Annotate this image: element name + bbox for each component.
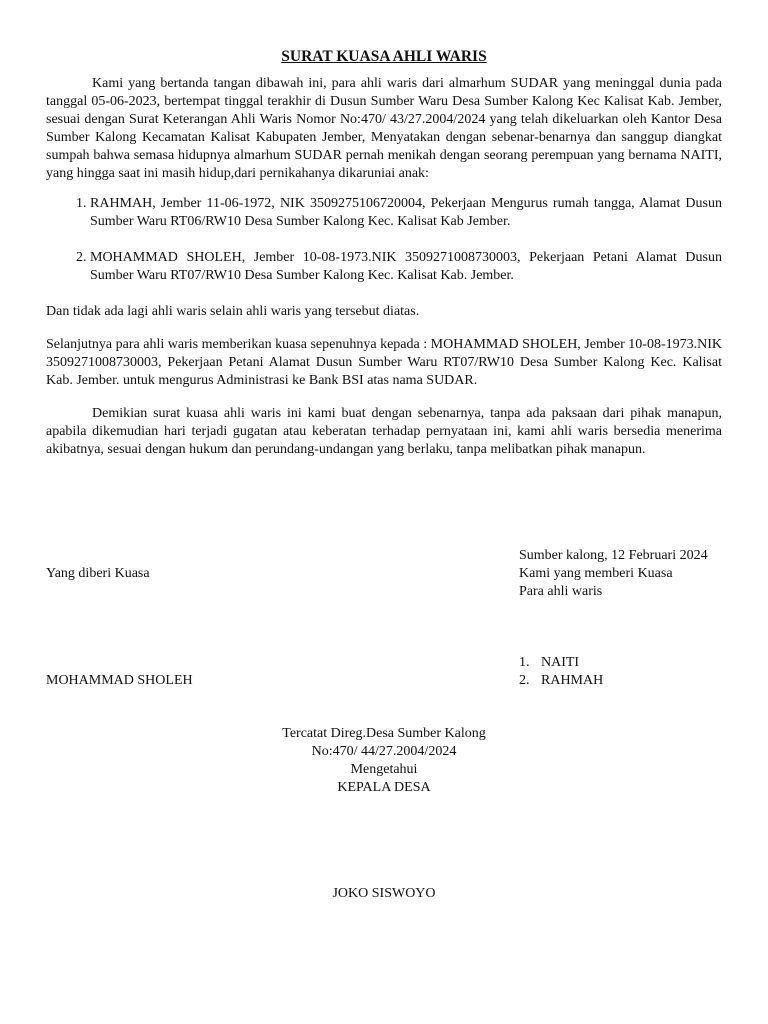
village-head-name: JOKO SISWOYO xyxy=(332,886,436,901)
grantors-label: Kami yang memberi Kuasa xyxy=(519,566,673,581)
village-head-title: KEPALA DESA xyxy=(337,780,431,795)
heir-item: 1. RAHMAH, Jember 11-06-1972, NIK 3509275106720004, Pekerjaan Mengurus rumah tangga, Alamat Dusun Sumber Waru RT06/RW10 Desa Sumber Kalong Kec. Kalisat Kab Jember. xyxy=(90,195,722,231)
grantor-names xyxy=(519,654,603,690)
closing-paragraph: Demikian surat kuasa ahli waris ini kami buat dengan sebenarnya, tanpa ada paksaan dari pihak manapun, apabila dikemudian hari terjadi gugatan atau keberatan terhadap pernyataan ini, kami ahli waris bersedia menerima akibatnya, sesuai dengan hukum dan perundang-undangan yang berlaku, tanpa melibatkan pihak manapun. xyxy=(46,406,722,457)
heir-item: 2. MOHAMMAD SHOLEH, Jember 10-08-1973.NIK 3509271008730003, Pekerjaan Petani Alamat Dusun Sumber Waru RT07/RW10 Desa Sumber Kalong Kec. Kalisat Kab. Jember. xyxy=(90,249,722,285)
attorney-label: Yang diberi Kuasa xyxy=(46,566,150,581)
grantor-row xyxy=(519,654,603,672)
place-date: Sumber kalong, 12 Februari 2024 xyxy=(519,548,708,563)
grantor-name: NAITI xyxy=(541,655,580,670)
grantor-name: RAHMAH xyxy=(541,673,604,688)
attorney-name: MOHAMMAD SHOLEH xyxy=(46,673,193,688)
grantor-number: 1. xyxy=(519,655,530,670)
grantor-number: 2. xyxy=(519,673,530,688)
acknowledged-label: Mengetahui xyxy=(350,762,418,777)
no-other-heirs-paragraph: Dan tidak ada lagi ahli waris selain ahli waris yang tersebut diatas. xyxy=(46,304,420,319)
power-of-attorney-paragraph: Selanjutnya para ahli waris memberikan kuasa sepenuhnya kepada : MOHAMMAD SHOLEH, Jember 10-08-1973.NIK 3509271008730003, Pekerjaan Petani Alamat Dusun Sumber Waru RT07/RW10 Desa Sumber Kalong Kec. Kalisat Kab. Jember. untuk mengurus Administrasi ke Bank BSI atas nama SUDAR. xyxy=(46,337,722,388)
grantor-signature-header xyxy=(519,547,708,601)
registration-block xyxy=(0,725,768,797)
registration-line: Tercatat Direg.Desa Sumber Kalong xyxy=(282,726,486,741)
registration-number: No:470/ 44/27.2004/2024 xyxy=(311,744,457,759)
intro-paragraph: Kami yang bertanda tangan dibawah ini, para ahli waris dari almarhum SUDAR yang meninggal dunia pada tanggal 05-06-2023, bertempat tinggal terakhir di Dusun Sumber Waru Desa Sumber Kalong Kec Kalisat Kab. Jember, sesuai dengan Surat Keterangan Ahli Waris Nomor No:470/ 43/27.2004/2024 yang telah dikeluarkan oleh Kantor Desa Sumber Kalong Kecamatan Kalisat Kabupaten Jember, Menyatakan dengan sebenar-benarnya dan sanggup diangkat sumpah bahwa semasa hidupnya almarhum SUDAR pernah menikah dengan seorang perempuan yang bernama NAITI, yang hingga saat ini masih hidup,dari pernikahanya dikaruniai anak: xyxy=(46,76,722,181)
heirs-label: Para ahli waris xyxy=(519,584,603,599)
grantor-row xyxy=(519,672,603,690)
letter-body xyxy=(46,48,722,459)
document-title: SURAT KUASA AHLI WARIS xyxy=(281,48,487,65)
heir-list xyxy=(46,195,722,285)
